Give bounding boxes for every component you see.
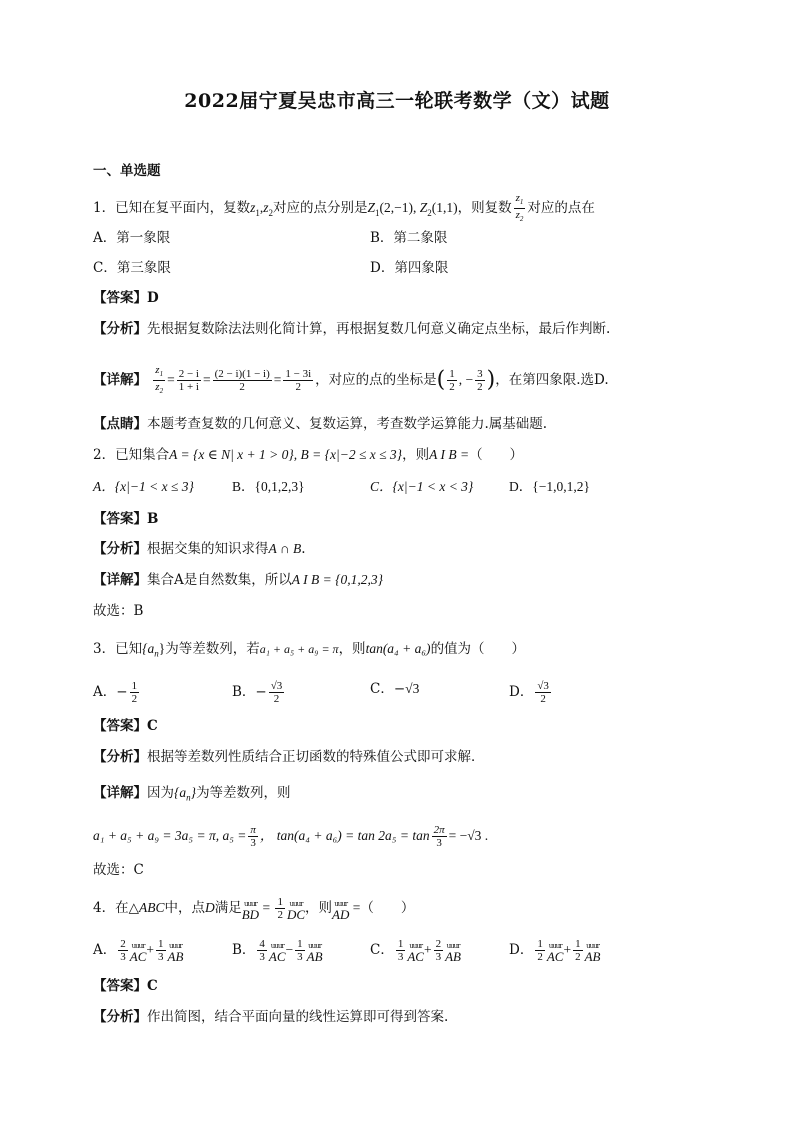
q1-option-b: B．第二象限 (370, 230, 448, 246)
q2-answer: 【答案】B (93, 511, 159, 527)
q1-answer: 【答案】D (93, 290, 159, 306)
q1-detail: 【详解】 $\frac{z_1}{z_2}$ = $\frac{2 - i}{1 + i}$ = $\frac{(2 - i)(1 - i)}{2}$ = $\frac{1 - 3i}{2}$ ，对应的点的坐标是( $\frac{1}{2}$ , − $\frac{3}{2}$ )，在第四象限.选D. (93, 364, 609, 396)
q4-option-b: B． $\frac{4}{3}$ uuur AC − $\frac{1}{3}$ uuur AB (232, 938, 323, 964)
section-heading: 一、单选题 (93, 163, 161, 179)
q2-option-a: A．{x|−1 < x ≤ 3} (93, 479, 194, 494)
q4-option-a: A． $\frac{2}{3}$ uuur AC + $\frac{1}{3}$ uuur AB (93, 938, 184, 964)
z1-over-z2-fraction: $\frac{z_1}{z_2}$ (515, 192, 524, 224)
q3-choice: 故选：C (93, 862, 144, 878)
q4-option-c: C． $\frac{1}{3}$ uuur AC + $\frac{2}{3}$ uuur AB (370, 938, 461, 964)
q2-option-d: D．{−1,0,1,2} (509, 479, 590, 494)
q2-analysis: 【分析】根据交集的知识求得A ∩ B. (93, 541, 306, 557)
q4-answer: 【答案】C (93, 978, 158, 994)
q3-equation: a₁ + a₅ + a₉ = 3a₅ = π, a₅ = $\frac{\pi}{3}$ ， tan(a₄ + a₆) = tan 2a₅ = tan $\frac{2\pi}{3}$ = −√3 . (93, 824, 489, 849)
q3-option-c: C．−√3 (370, 681, 420, 697)
q1-analysis: 【分析】先根据复数除法法则化简计算，再根据复数几何意义确定点坐标，最后作判断. (93, 321, 611, 337)
q2-choice: 故选：B (93, 603, 144, 619)
q2-detail: 【详解】集合A是自然数集，所以A I B = {0,1,2,3} (93, 572, 384, 588)
question-4-stem: 4．在△ABC中，点D满足 uuur BD = $\frac{1}{2}$ uuur DC ，则 uuur AD =（ ） (93, 896, 415, 922)
question-3-stem: 3．已知$\{a_n\}$为等差数列，若a₁ + a₅ + a₉ = π，则tan(a₄ + a₆)的值为（ ） (93, 641, 526, 659)
q2-option-c: C．{x|−1 < x < 3} (370, 479, 474, 494)
q3-analysis: 【分析】根据等差数列性质结合正切函数的特殊值公式即可求解． (93, 749, 485, 765)
q3-answer: 【答案】C (93, 718, 158, 734)
q4-option-d: D． $\frac{1}{2}$ uuur AC + $\frac{1}{2}$ uuur AB (509, 938, 601, 964)
page-title: 2022届宁夏吴忠市高三一轮联考数学（文）试题 (184, 90, 610, 112)
q3-option-b: B．− $\frac{√3}{2}$ (232, 680, 283, 705)
q1-option-a: A．第一象限 (93, 230, 171, 246)
q1-option-c: C．第三象限 (93, 260, 171, 276)
q4-analysis: 【分析】作出简图，结合平面向量的线性运算即可得到答案. (93, 1009, 449, 1025)
q1-comment: 【点睛】本题考查复数的几何意义、复数运算，考查数学运算能力.属基础题. (93, 416, 548, 432)
q3-option-a: A．− $\frac{1}{2}$ (93, 680, 138, 705)
question-1-stem: 1．已知在复平面内，复数$z_1,z_2$对应的点分别是$Z_1(2,-1)$, $Z_2(1,1)$，则复数 $\frac{z_1}{z_2}$ 对应的点在 (93, 192, 595, 224)
q2-option-b: B．{0,1,2,3} (232, 479, 305, 494)
q3-option-d: D． $\frac{√3}{2}$ (509, 680, 549, 705)
q3-detail: 【详解】因为$\{a_n\}$为等差数列，则 (93, 785, 291, 803)
question-2-stem: 2．已知集合A = {x ∈ N| x + 1 > 0}, B = {x|−2 ≤ x ≤ 3}，则A I B =（ ） (93, 447, 524, 463)
q1-option-d: D．第四象限 (370, 260, 449, 276)
